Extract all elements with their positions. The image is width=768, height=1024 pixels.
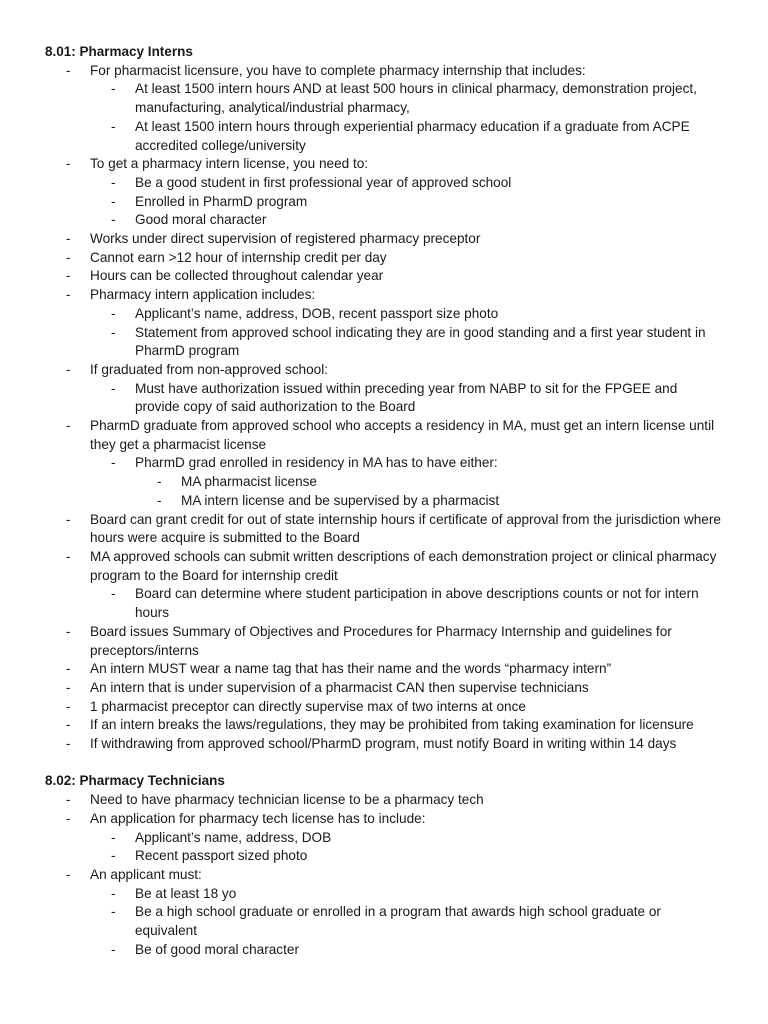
list-item [0,623,768,660]
bullet-list [0,62,768,754]
list-item [0,155,768,174]
list-item [0,174,768,193]
list-item-text: To get a pharmacy intern license, you need to: [90,156,369,172]
list-item-text: Board can determine where student participation in above descriptions counts or not for intern hours [135,586,699,621]
list-item-text: An applicant must: [90,866,202,882]
bullet-dash: - [66,156,71,172]
bullet-dash: - [111,455,116,471]
bullet-dash: - [111,81,116,97]
bullet-dash: - [111,305,116,321]
bullet-dash: - [66,810,71,826]
list-item-text: Be of good moral character [135,941,299,957]
list-item [0,454,768,473]
bullet-dash: - [66,62,71,78]
list-item-text: Cannot earn >12 hour of internship credit per day [90,249,387,265]
bullet-dash: - [157,474,162,490]
list-item [0,211,768,230]
list-item-text: Recent passport sized photo [135,848,308,864]
list-item-text: Board issues Summary of Objectives and Procedures for Pharmacy Internship and guidelines for preceptors/interns [90,623,672,658]
bullet-dash: - [66,287,71,303]
bullet-dash: - [111,904,116,920]
list-item-text: 1 pharmacist preceptor can directly supervise max of two interns at once [90,698,526,714]
list-item [0,305,768,324]
list-item [0,249,768,268]
list-item-text: An intern MUST wear a name tag that has their name and the words “pharmacy intern” [90,661,612,677]
list-item-text: If graduated from non-approved school: [90,361,329,377]
list-item [0,679,768,698]
bullet-dash: - [66,361,71,377]
list-item [0,380,768,417]
bullet-dash: - [66,548,71,564]
list-item-text: For pharmacist licensure, you have to complete pharmacy internship that includes: [90,62,586,78]
list-item-text: Enrolled in PharmD program [135,193,308,209]
bullet-dash: - [111,193,116,209]
list-item-text: Be at least 18 yo [135,885,237,901]
list-item [0,885,768,904]
list-item-text: At least 1500 intern hours AND at least 500 hours in clinical pharmacy, demonstration project, manufacturing, analytical/industrial pharmacy, [135,81,697,116]
list-item-text: Pharmacy intern application includes: [90,287,316,303]
list-item [0,118,768,155]
bullet-dash: - [111,829,116,845]
list-item [0,903,768,940]
list-item [0,941,768,960]
bullet-dash: - [157,492,162,508]
list-item-text: An application for pharmacy tech license has to include: [90,810,426,826]
list-item-text: MA intern license and be supervised by a pharmacist [181,492,500,508]
bullet-dash: - [66,792,71,808]
list-item [0,361,768,380]
list-item-text: Need to have pharmacy technician license to be a pharmacy tech [90,792,484,808]
list-item [0,698,768,717]
list-item [0,286,768,305]
list-item [0,267,768,286]
bullet-dash: - [66,679,71,695]
list-item [0,660,768,679]
section-heading: 8.01: Pharmacy Interns [45,44,193,59]
list-item [0,585,768,622]
list-item-text: Board can grant credit for out of state internship hours if certificate of approval from the jurisdiction where hours were acquire is submitted to the Board [90,511,721,546]
bullet-dash: - [111,885,116,901]
list-item [0,511,768,548]
list-item [0,417,768,454]
list-item [0,230,768,249]
list-item-text: Be a high school graduate or enrolled in a program that awards high school graduate or equivalent [135,904,661,939]
list-item-text: Applicant’s name, address, DOB, recent passport size photo [135,305,499,321]
list-item [0,866,768,885]
list-item [0,548,768,585]
bullet-dash: - [66,231,71,247]
bullet-dash: - [111,212,116,228]
bullet-dash: - [66,866,71,882]
list-item [0,847,768,866]
list-item-text: Be a good student in first professional year of approved school [135,174,512,190]
bullet-dash: - [111,174,116,190]
list-item-text: PharmD grad enrolled in residency in MA has to have either: [135,455,498,471]
bullet-dash: - [66,249,71,265]
section-spacer [0,754,768,773]
list-item [0,80,768,117]
list-item [0,735,768,754]
bullet-dash: - [111,586,116,602]
list-item-text: MA pharmacist license [181,474,317,490]
bullet-dash: - [66,661,71,677]
list-item-text: Works under direct supervision of registered pharmacy preceptor [90,231,481,247]
bullet-dash: - [66,268,71,284]
list-item [0,473,768,492]
list-item-text: Applicant’s name, address, DOB [135,829,332,845]
bullet-dash: - [66,623,71,639]
list-item-text: If withdrawing from approved school/PharmD program, must notify Board in writing within 14 days [90,736,677,752]
list-item [0,324,768,361]
list-item-text: MA approved schools can submit written descriptions of each demonstration project or clinical pharmacy program to the Board for internship credit [90,548,717,583]
bullet-dash: - [66,736,71,752]
bullet-list [0,791,768,959]
list-item [0,791,768,810]
list-item-text: Statement from approved school indicating they are in good standing and a first year student in PharmD program [135,324,706,359]
bullet-dash: - [111,848,116,864]
list-item [0,492,768,511]
list-item-text: An intern that is under supervision of a pharmacist CAN then supervise technicians [90,679,589,695]
list-item-text: PharmD graduate from approved school who accepts a residency in MA, must get an intern license until they get a pharmacist license [90,418,715,452]
list-item-text: Good moral character [135,212,267,228]
bullet-dash: - [66,717,71,733]
list-item-text: At least 1500 intern hours through experiential pharmacy education if a graduate from ACPE accredited college/university [135,118,690,153]
list-item [0,810,768,829]
bullet-dash: - [66,511,71,527]
bullet-dash: - [111,941,116,957]
bullet-dash: - [66,698,71,714]
list-item-text: Must have authorization issued within preceding year from NABP to sit for the FPGEE and provide copy of said authorization to the Board [135,380,678,415]
list-item [0,62,768,81]
list-item [0,829,768,848]
bullet-dash: - [111,118,116,134]
bullet-dash: - [111,324,116,340]
list-item-text: Hours can be collected throughout calendar year [90,268,384,284]
list-item [0,193,768,212]
list-item [0,716,768,735]
bullet-dash: - [66,418,71,434]
list-item-text: If an intern breaks the laws/regulations, they may be prohibited from taking examination for licensure [90,717,694,733]
bullet-dash: - [111,380,116,396]
section-heading: 8.02: Pharmacy Technicians [45,773,225,789]
